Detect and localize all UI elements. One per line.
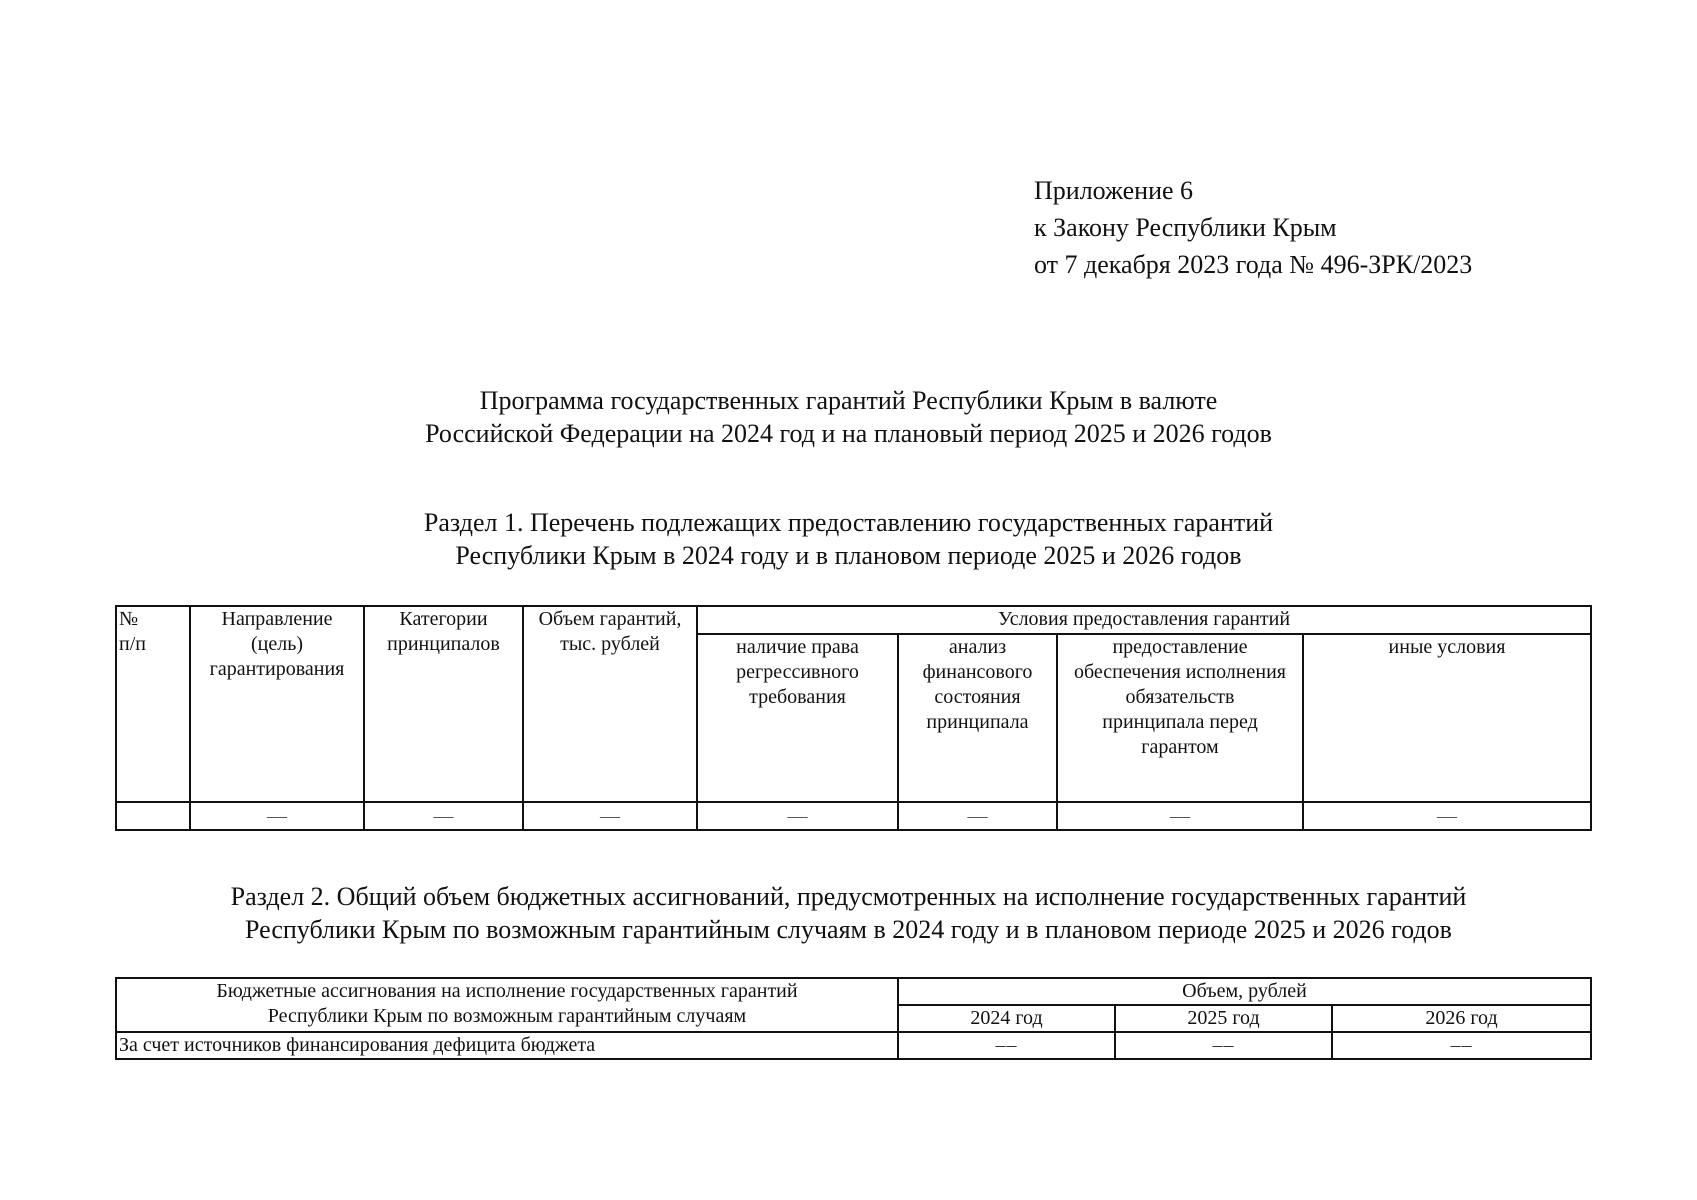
table-cell: — [697,802,898,830]
header-number: № п/п [116,606,190,802]
document-title-line-2: Российской Федерации на 2024 год и на плановый период 2025 и 2026 годов [425,419,1272,448]
header-allocations: Бюджетные ассигнования на исполнение государственных гарантий Республики Крым по возможным гарантийным случаям [116,978,898,1032]
table-cell: — [523,802,697,830]
section-1-title [0,506,1697,572]
section-1-title-line-1: Раздел 1. Перечень подлежащих предоставлению государственных гарантий [423,508,1274,537]
table-cell: — [1303,802,1591,830]
annex-number: Приложение 6 [1034,176,1194,205]
header-regress-right: наличие права регрессивного требования [697,634,898,802]
table-cell: — [1057,802,1303,830]
table-cell: –– [898,1032,1115,1059]
table-row [116,1032,1591,1059]
budget-allocations-table [115,977,1592,1060]
table-cell: — [190,802,364,830]
row-label-deficit-sources: За счет источников финансирования дефицита бюджета [116,1032,898,1059]
header-year-2025: 2025 год [1115,1005,1332,1032]
table-cell: — [364,802,523,830]
header-financial-analysis: анализ финансового состояния принципала [898,634,1057,802]
header-direction: Направление (цель) гарантирования [190,606,364,802]
header-volume: Объем гарантий, тыс. рублей [523,606,697,802]
section-2-title [0,880,1697,946]
section-2-title-line-1: Раздел 2. Общий объем бюджетных ассигнований, предусмотренных на исполнение государственных гарантий [230,882,1467,911]
annex-law-date: от 7 декабря 2023 года № 496-ЗРК/2023 [1034,250,1473,279]
header-conditions: Условия предоставления гарантий [697,606,1591,634]
guarantees-table [115,605,1592,831]
section-2-title-line-2: Республики Крым по возможным гарантийным случаям в 2024 году и в плановом периоде 2025 и 2026 годов [245,915,1452,944]
table-cell: –– [1115,1032,1332,1059]
annex-block [1034,172,1472,283]
header-other-conditions: иные условия [1303,634,1591,802]
section-1-title-line-2: Республики Крым в 2024 году и в плановом периоде 2025 и 2026 годов [455,541,1242,570]
table-cell: –– [1332,1032,1591,1059]
table-cell [116,802,190,830]
header-categories: Категории принципалов [364,606,523,802]
annex-law-reference: к Закону Республики Крым [1034,213,1337,242]
document-title-line-1: Программа государственных гарантий Республики Крым в валюте [479,386,1218,415]
header-year-2024: 2024 год [898,1005,1115,1032]
table-row [116,802,1591,830]
document-title [0,384,1697,450]
header-year-2026: 2026 год [1332,1005,1591,1032]
table-cell: — [898,802,1057,830]
header-volume-rubles: Объем, рублей [898,978,1591,1005]
header-security: предоставление обеспечения исполнения обязательств принципала перед гарантом [1057,634,1303,802]
